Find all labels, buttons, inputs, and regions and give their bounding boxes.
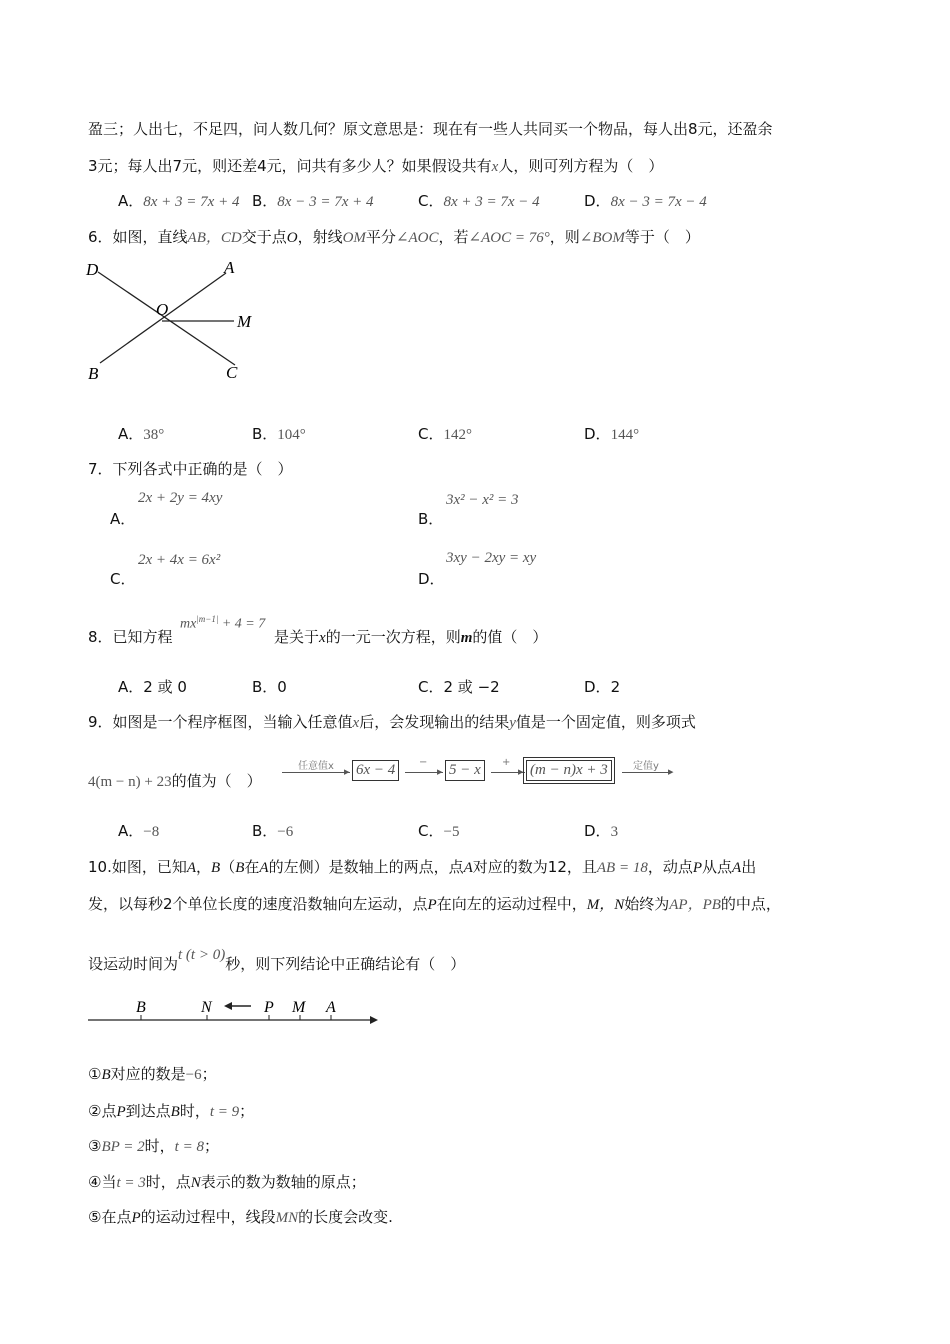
q8-text: 的值（ ） [472, 628, 548, 646]
q10-conclusion-4 [88, 1171, 366, 1192]
q5-option-c[interactable] [418, 190, 540, 211]
option-label: D． [584, 425, 611, 443]
label-b: B [88, 364, 99, 383]
q10-stem-line-2 [88, 893, 781, 914]
arrow-head: ▸ [668, 765, 674, 778]
option-expr: 0 [277, 678, 287, 696]
var-m: m [460, 630, 473, 646]
q10-text: 在 [244, 858, 260, 876]
q10-math: t (t > 0) [178, 947, 226, 963]
q8-stem-text: 8．已知方程 [88, 628, 173, 646]
q6-text: 等于（ ） [624, 228, 700, 246]
option-label: B． [252, 678, 278, 696]
option-expr: 104° [277, 427, 306, 443]
q10-text: ②点 [88, 1102, 117, 1120]
var-p: P [131, 1210, 141, 1226]
intro-line-2 [88, 155, 663, 176]
q7-stem: 7．下列各式中正确的是（ ） [88, 460, 293, 478]
q10-math: BP = 2 [101, 1139, 145, 1155]
var-b: B [101, 1067, 111, 1083]
q10-text: ， [196, 858, 212, 876]
q8-option-b[interactable] [252, 676, 287, 697]
q10-math: t = 8 [174, 1139, 204, 1155]
arrow-head: ▸ [437, 765, 443, 778]
option-label: A． [118, 425, 144, 443]
q5-option-a[interactable] [118, 190, 239, 211]
label-m: M [237, 312, 252, 331]
option-expr: 8x − 3 = 7x + 4 [277, 194, 374, 210]
option-expr: 2 或 −2 [443, 678, 500, 696]
option-label: C． [418, 425, 444, 443]
q6-option-c[interactable] [418, 423, 472, 444]
option-label: B． [252, 192, 278, 210]
option-expr: 3 [610, 824, 619, 840]
q10-text: 的长度会改变. [298, 1208, 393, 1226]
option-expr: 142° [443, 427, 472, 443]
q8-text: 是关于 [274, 628, 320, 646]
q10-text: 的左侧）是数轴上的两点，点 [268, 858, 464, 876]
q10-text: （ [220, 858, 236, 876]
q9-option-b[interactable] [252, 820, 293, 841]
arrow-head: ▸ [344, 765, 350, 778]
option-expr: 8x + 3 = 7x + 4 [143, 194, 240, 210]
arrow-line [622, 772, 672, 773]
q9-option-c[interactable] [418, 820, 459, 841]
option-label: C． [418, 822, 444, 840]
q10-text: 的运动过程中，线段 [140, 1208, 276, 1226]
q6-math: ∠AOC [395, 230, 439, 246]
var-x: x [319, 630, 326, 646]
q7-option-d[interactable]: D． [418, 570, 445, 588]
q10-text: 对应的数为12，且 [472, 858, 597, 876]
intro-line-1: 盈三；人出七，不足四，问人数几何？原文意思是：现在有一些人共同买一个物品，每人出8元，还盈余 [88, 120, 773, 138]
flow-input-label: 任意值x [298, 761, 334, 772]
label-d: D [86, 260, 99, 279]
flow-box-1: 6x − 4 [352, 760, 399, 781]
q10-conclusion-2 [88, 1100, 254, 1121]
eq-part: + 4 = 7 [218, 616, 266, 632]
option-expr: 144° [610, 427, 640, 443]
option-label: B． [252, 822, 278, 840]
q10-math: t = 9 [209, 1104, 240, 1120]
var-p: P [116, 1104, 126, 1120]
q10-text: 的中点， [720, 895, 781, 913]
q7-expr-b: 3x² − x² = 3 [446, 492, 519, 508]
q6-math: OM [342, 230, 366, 246]
q10-text: 在向左的运动过程中， [436, 895, 587, 913]
q6-text: ，若 [438, 228, 469, 246]
q10-text: 从点 [702, 858, 733, 876]
option-expr: 2 或 0 [143, 678, 187, 696]
q10-text: 时， [144, 1137, 175, 1155]
flow-box-3: (m − n)x + 3 [526, 760, 612, 781]
eq-exponent: |m−1| [196, 614, 219, 624]
q10-math: AP，PB [669, 897, 721, 913]
q6-math: ∠BOM [579, 230, 625, 246]
q8-option-c[interactable] [418, 676, 500, 697]
q9-text: 9．如图是一个程序框图，当输入任意值 [88, 713, 353, 731]
q6-math: ∠AOC = 76° [468, 230, 550, 246]
q6-math: O [286, 230, 298, 246]
label-p: P [264, 999, 274, 1016]
q10-text: ； [239, 1102, 255, 1120]
var-x: x [352, 715, 360, 731]
q6-stem [88, 226, 700, 247]
option-expr: 2 [610, 678, 621, 696]
flow-box-2: 5 − x [445, 760, 485, 781]
q10-text: 时， [179, 1102, 210, 1120]
option-expr: 38° [143, 427, 165, 443]
q10-text: 始终为 [624, 895, 670, 913]
q10-conclusion-3 [88, 1135, 219, 1156]
q10-text: 10.如图，已知 [88, 858, 187, 876]
var-a: A [259, 860, 269, 876]
label-m: M [292, 999, 306, 1016]
option-expr: −8 [143, 824, 160, 840]
q5-option-d[interactable] [584, 190, 707, 211]
q10-stem-line-1 [88, 856, 756, 877]
q10-text: ； [203, 1137, 219, 1155]
q9-option-a[interactable] [118, 820, 159, 841]
q7-option-a[interactable]: A． [110, 510, 136, 528]
var-b: B [170, 1104, 180, 1120]
q10-math: M，N [586, 897, 625, 913]
arrow-line [282, 772, 350, 773]
var-a: A [463, 860, 473, 876]
intro-text: 3元；每人出7元，则还差4元，问共有多少人？如果假设共有 [88, 157, 492, 175]
q6-math: AB，CD [187, 230, 242, 246]
option-label: C． [418, 678, 444, 696]
var-p: P [427, 897, 437, 913]
left-arrow-icon [224, 1002, 232, 1010]
q9-stem-line-1 [88, 711, 696, 732]
q9-option-d[interactable] [584, 820, 618, 841]
q6-text: 交于点 [241, 228, 287, 246]
q9-text: 后，会发现输出的结果 [359, 713, 510, 731]
q7-expr-c: 2x + 4x = 6x² [138, 552, 221, 568]
q7-expr-d: 3xy − 2xy = xy [446, 550, 537, 566]
q7-option-b[interactable]: B． [418, 510, 444, 528]
q10-text: 发，以每秒2个单位长度的速度沿数轴向左运动，点 [88, 895, 428, 913]
q10-math: MN [275, 1210, 299, 1226]
q10-text: 秒，则下列结论中正确结论有（ ） [225, 955, 466, 973]
arrow-head: ▸ [518, 765, 524, 778]
eq-part: mx [180, 616, 197, 632]
var-p: P [692, 860, 703, 876]
q9-polynomial: 4(m − n) + 23 [88, 774, 172, 790]
q10-math: t = 3 [116, 1175, 146, 1191]
option-label: A． [118, 678, 144, 696]
q10-text: ④当 [88, 1173, 117, 1191]
label-n: N [201, 999, 212, 1016]
option-label: D． [584, 678, 611, 696]
q6-option-a[interactable] [118, 423, 164, 444]
q10-text: ⑤在点 [88, 1208, 132, 1226]
var-y: y [509, 715, 516, 731]
q6-option-b[interactable] [252, 423, 306, 444]
q8-option-a[interactable] [118, 676, 187, 697]
q10-number-line [86, 994, 386, 1028]
q10-conclusion-5 [88, 1206, 393, 1227]
q10-conclusion-1 [88, 1063, 217, 1084]
option-label: A． [118, 822, 144, 840]
axis-arrow-icon [370, 1016, 378, 1024]
q6-text: ，射线 [297, 228, 343, 246]
flow-op-1: − [419, 757, 428, 768]
q10-text: 设运动时间为 [88, 955, 179, 973]
flow-op-2: + [502, 757, 511, 768]
q10-stem-line-3 [88, 947, 466, 974]
option-expr: −6 [277, 824, 294, 840]
var-a: A [732, 860, 742, 876]
q9-stem-line-2 [88, 770, 262, 791]
var-b: B [211, 860, 221, 876]
var-n: N [190, 1175, 201, 1191]
q9-text: 值是一个固定值，则多项式 [515, 713, 696, 731]
q7-option-c[interactable]: C． [110, 570, 136, 588]
q10-text: 表示的数为数轴的原点； [200, 1173, 366, 1191]
q10-text: ，动点 [647, 858, 693, 876]
intro-text: 人，则可列方程为（ ） [498, 157, 664, 175]
label-a: A [224, 258, 235, 277]
q8-option-d[interactable] [584, 676, 620, 697]
q10-text: ③ [88, 1137, 102, 1155]
label-o: O [156, 300, 169, 319]
option-expr: −5 [443, 824, 460, 840]
option-label: D． [584, 192, 611, 210]
q6-figure [80, 255, 280, 385]
option-expr: 8x − 3 = 7x − 4 [610, 194, 707, 210]
q8-equation [180, 614, 265, 633]
var-a: A [186, 860, 197, 876]
option-label: B． [252, 425, 278, 443]
option-label: D． [584, 822, 611, 840]
q6-option-d[interactable] [584, 423, 639, 444]
q10-text: ① [88, 1065, 102, 1083]
q8-text: 的一元一次方程，则 [325, 628, 461, 646]
label-c: C [226, 363, 238, 382]
q10-text: 时，点 [145, 1173, 191, 1191]
q9-text: 的值为（ ） [171, 772, 262, 790]
q10-text: 到达点 [125, 1102, 171, 1120]
label-b: B [136, 999, 146, 1016]
var-x: x [491, 159, 499, 175]
option-expr: 8x + 3 = 7x − 4 [443, 194, 540, 210]
q10-text: 对应的数是 [110, 1065, 186, 1083]
q10-math: AB = 18 [596, 860, 648, 876]
var-b: B [235, 860, 245, 876]
q6-text: ，则 [549, 228, 580, 246]
flow-output-label: 定值y [633, 761, 659, 772]
q7-expr-a: 2x + 2y = 4xy [138, 490, 223, 506]
option-label: A． [118, 192, 144, 210]
q10-text: 出 [741, 858, 757, 876]
option-label: C． [418, 192, 444, 210]
q5-option-b[interactable] [252, 190, 373, 211]
q6-text: 平分 [365, 228, 396, 246]
label-a: A [326, 999, 336, 1016]
q6-text: 6．如图，直线 [88, 228, 188, 246]
q10-text: ； [201, 1065, 217, 1083]
q8-stem-rest [274, 626, 547, 647]
q10-math: −6 [185, 1067, 202, 1083]
